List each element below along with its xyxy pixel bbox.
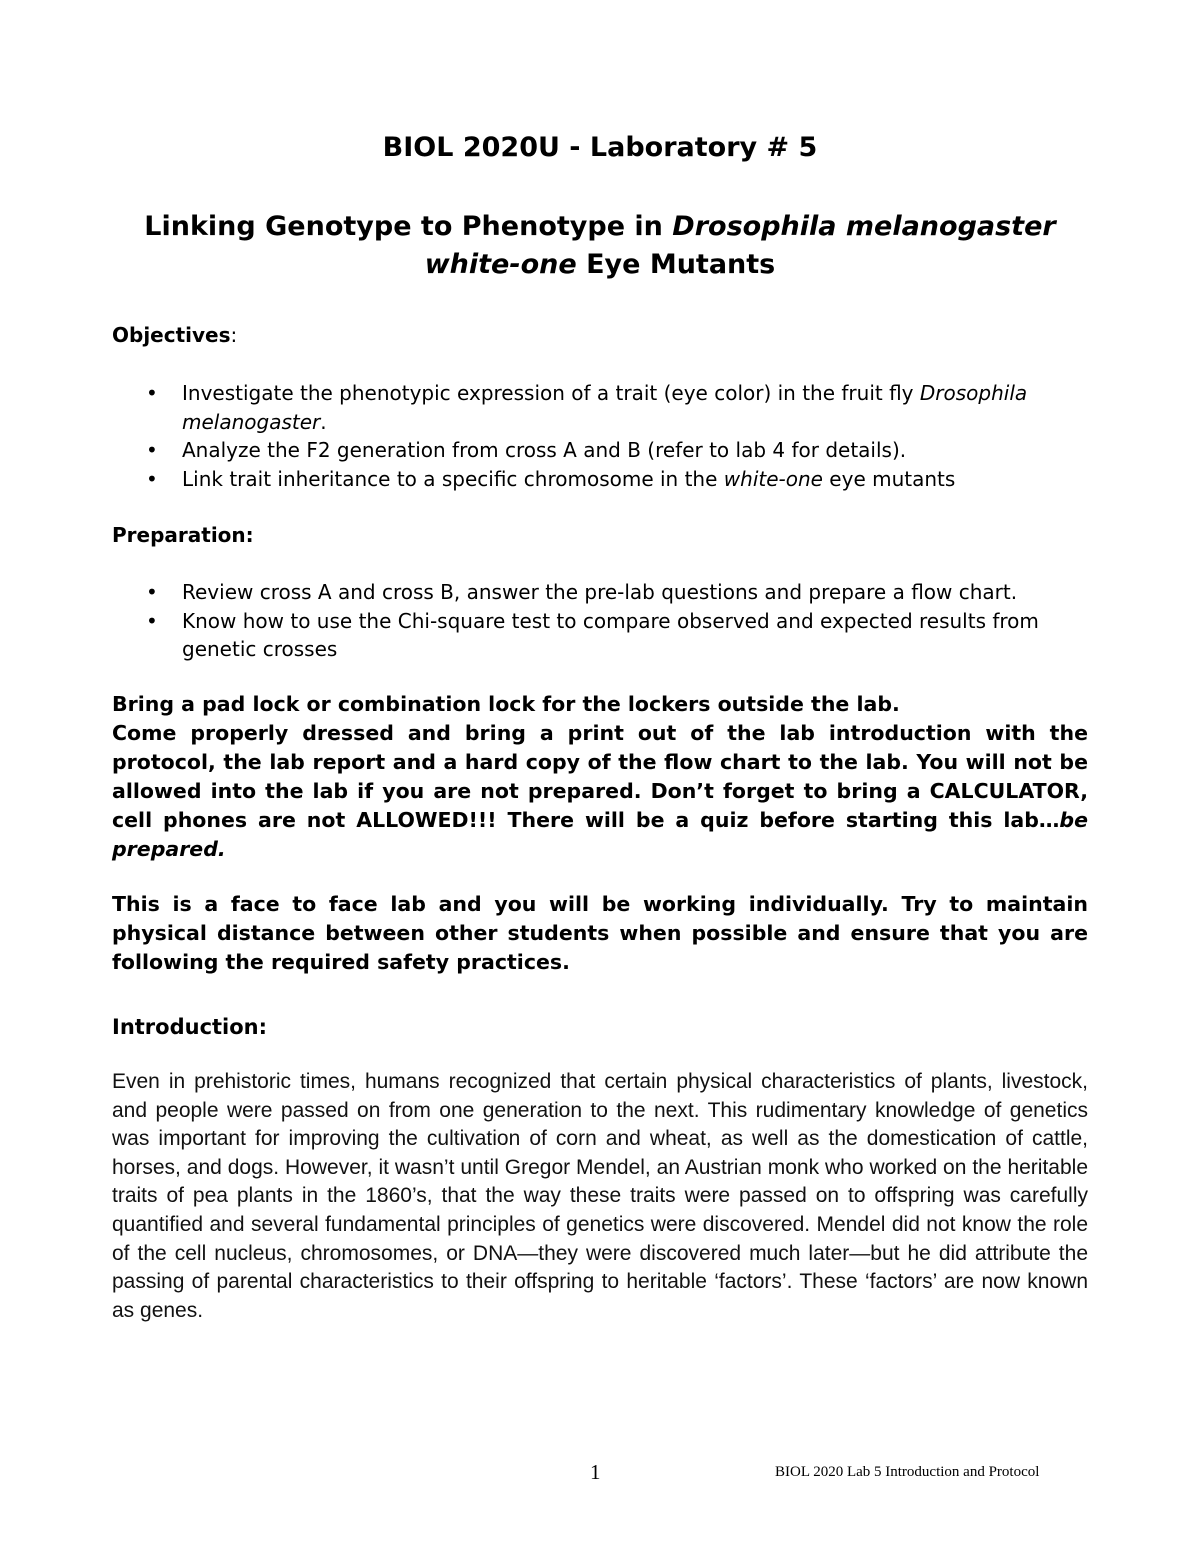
- document-subtitle: [100, 208, 1100, 284]
- bullet-icon: •: [146, 580, 158, 604]
- bullet-icon: •: [146, 438, 158, 462]
- bullet-icon: •: [146, 608, 158, 633]
- objective-italic: white-one: [723, 466, 823, 491]
- subtitle-mutant: white-one: [424, 249, 577, 280]
- list-item: [112, 465, 1092, 494]
- bullet-icon: •: [146, 466, 158, 491]
- objective-after: .: [320, 409, 327, 434]
- objectives-list: [112, 379, 1092, 493]
- dress-notice-text: Come properly dressed and bring a print out of the lab introduction with the protocol, the lab report and a hard copy of the flow chart to the lab. You will not be allowed into the lab if you are not prepared. Don’t forget to bring a CALCULATOR, cell phones are not ALLOWED!!! There will be a quiz before starting this lab…: [112, 721, 1088, 832]
- objective-italic: Drosophila melanogaster: [182, 381, 1028, 434]
- introduction-body: Even in prehistoric times, humans recognized that certain physical characteristics of plants, livestock, and people were passed on from one generation to the next. This rudimentary knowledge of genetics was important for improving the cultivation of corn and wheat, as well as the domestication of cattle, horses, and dogs. However, it wasn’t until Gregor Mendel, an Austrian monk who worked on the heritable traits of pea plants in the 1860’s, that the way these traits were passed on to offspring was carefully quantified and several fundamental principles of genetics were discovered. Mendel did not know the role of the cell nucleus, chromosomes, or DNA—they were discovered much later—but he did attribute the passing of parental characteristics to their offspring to heritable ‘factors’. These ‘factors’ are now known as genes.: [112, 1070, 1088, 1322]
- dress-notice-italic: be prepared.: [112, 808, 1088, 861]
- objective-text: Analyze the F2 generation from cross A and B (refer to lab 4 for details).: [182, 438, 907, 462]
- objectives-heading-text: Objectives: [112, 323, 231, 347]
- list-item: [112, 436, 1092, 465]
- list-item: [112, 578, 1092, 607]
- document-title: BIOL 2020U - Laboratory # 5: [382, 132, 818, 163]
- list-item: [112, 379, 1092, 436]
- objectives-heading: [112, 321, 237, 349]
- face-to-face-notice: This is a face to face lab and you will be working individually. Try to maintain physical distance between other students when possible and ensure that you are following the required safety practices.: [112, 892, 1088, 974]
- subtitle-part1: Linking Genotype to Phenotype in: [144, 211, 673, 242]
- lock-notice: Bring a pad lock or combination lock for the lockers outside the lab.: [112, 692, 900, 716]
- subtitle-species: Drosophila melanogaster: [672, 211, 1056, 242]
- objective-text: Investigate the phenotypic expression of a trait (eye color) in the fruit fly: [182, 381, 920, 405]
- list-item: [112, 607, 1092, 664]
- objective-after: eye mutants: [822, 466, 956, 491]
- preparation-heading: Preparation:: [112, 523, 254, 547]
- preparation-text: Review cross A and cross B, answer the pre-lab questions and prepare a flow chart.: [182, 580, 1018, 604]
- objective-text: Link trait inheritance to a specific chromosome in the: [182, 466, 724, 491]
- page-number: 1: [590, 1460, 601, 1484]
- preparation-list: [112, 578, 1092, 664]
- introduction-heading: Introduction:: [112, 1015, 268, 1039]
- objectives-heading-colon: :: [230, 323, 238, 347]
- preparation-text: Know how to use the Chi-square test to compare observed and expected results from genetic crosses: [182, 608, 1039, 661]
- dress-notice: [112, 719, 1088, 864]
- subtitle-part2: Eye Mutants: [576, 249, 776, 280]
- footer-text: BIOL 2020 Lab 5 Introduction and Protocol: [775, 1464, 1040, 1480]
- bullet-icon: •: [146, 381, 158, 405]
